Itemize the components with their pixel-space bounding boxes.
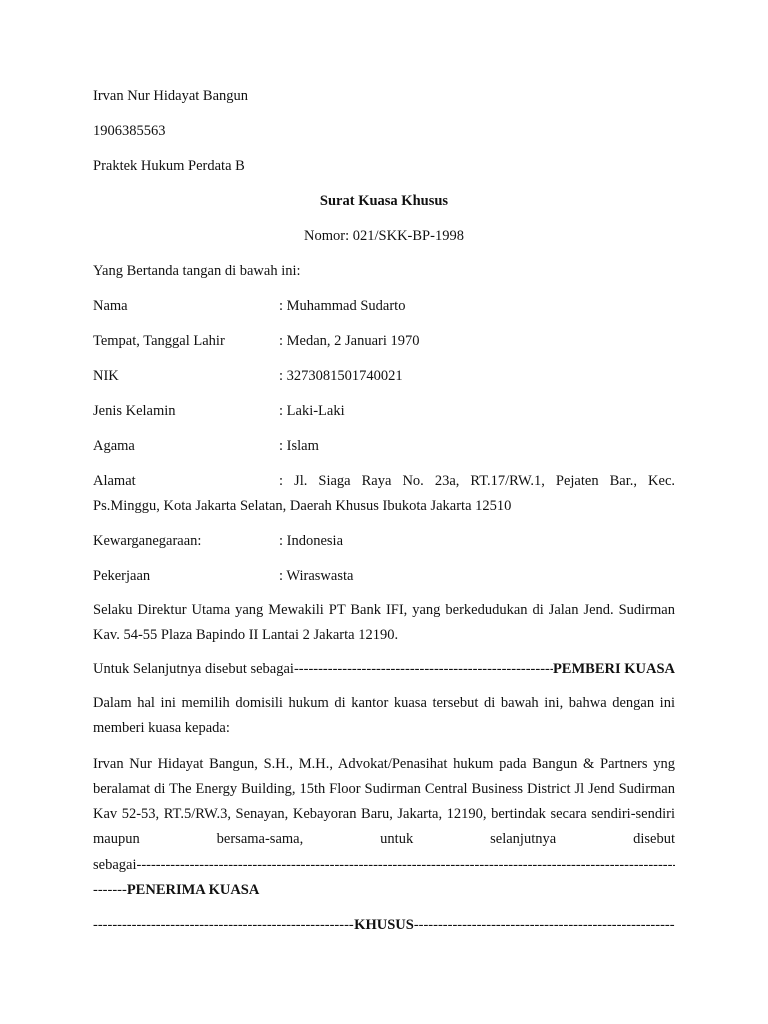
field-value: : Indonesia [279,533,344,549]
dash-filler [93,915,354,935]
field-label: Nama [93,298,128,314]
penerima-prefix: ------- [93,882,127,898]
domicile-paragraph: Dalam hal ini memilih domisili hukum di kantor kuasa tersebut di bawah ini, bahwa dengan ini memberi kuasa kepada: [93,695,675,736]
dash-filler [294,659,553,679]
field-label: Pekerjaan [93,568,151,584]
field-value: : 3273081501740021 [279,368,403,384]
intro-text: Yang Bertanda tangan di bawah ini: [93,263,301,279]
field-value: : Wiraswasta [279,568,354,584]
field-label: Jenis Kelamin [93,403,176,419]
penerima-lead: sebagai [93,857,137,873]
pemberi-kuasa-label: PEMBERI KUASA [552,661,675,677]
field-label: NIK [93,368,119,384]
field-value: : Laki-Laki [279,403,345,419]
document-number: Nomor: 021/SKK-BP-1998 [304,228,464,244]
author-name: Irvan Nur Hidayat Bangun [93,88,249,104]
field-alamat-continuation: Ps.Minggu, Kota Jakarta Selatan, Daerah Khusus Ibukota Jakarta 12510 [93,498,512,514]
document-title: Surat Kuasa Khusus [319,193,449,209]
student-id: 1906385563 [93,123,166,139]
course-name: Praktek Hukum Perdata B [93,158,245,174]
field-label: Alamat [93,473,136,489]
field-label: Agama [93,438,135,454]
dash-filler [414,915,675,935]
pemberi-lead: Untuk Selanjutnya disebut sebagai [93,661,294,677]
field-value: : Muhammad Sudarto [279,298,406,314]
attorney-paragraph: Irvan Nur Hidayat Bangun, S.H., M.H., Advokat/Penasihat hukum pada Bangun & Partners yng beralamat di The Energy Building, 15th Floor Sudirman Central Business District Jl Jend Sudirman Kav 52-53, RT.5/RW.3, Senayan, Kebayoran Baru, Jakarta, 12190, bertindak secara sendiri-sendiri maupun bersama-sama, untuk selanjutnya disebut [93,756,675,847]
penerima-kuasa-label: PENERIMA KUASA [126,882,260,898]
director-paragraph: Selaku Direktur Utama yang Mewakili PT Bank IFI, yang berkedudukan di Jalan Jend. Sudirman Kav. 54-55 Plaza Bapindo II Lantai 2 Jakarta 12190. [93,602,675,643]
dash-filler [136,855,675,875]
field-value: : Jl. Siaga Raya No. 23a, RT.17/RW.1, Pejaten Bar., Kec. [279,473,675,489]
khusus-line [93,915,675,935]
pemberi-kuasa-line [93,659,675,679]
field-label: Kewarganegaraan: [93,533,202,549]
penerima-kuasa-line [93,880,259,900]
sebagai-dash-line [93,855,675,875]
field-value: : Medan, 2 Januari 1970 [279,333,420,349]
khusus-label: KHUSUS [354,917,414,933]
field-value: : Islam [279,438,319,454]
field-label: Tempat, Tanggal Lahir [93,333,225,349]
